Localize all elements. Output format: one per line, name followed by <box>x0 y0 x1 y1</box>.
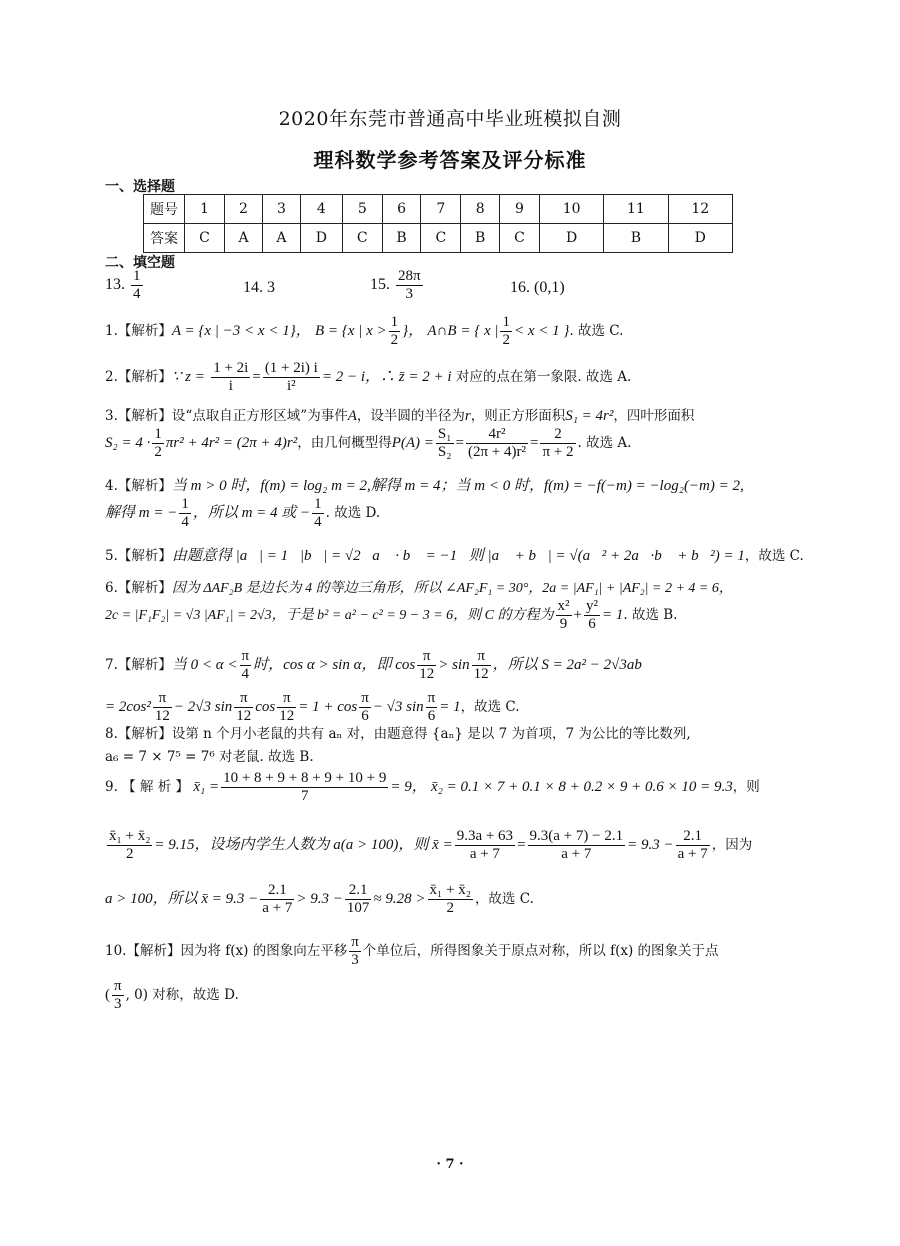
solution-6-tag: 6.【解析】 <box>105 580 172 596</box>
fraction-denominator: a + 7 <box>677 846 708 862</box>
fraction-denominator: 107 <box>346 900 370 916</box>
fraction-numerator: π <box>234 690 253 708</box>
fraction <box>500 314 512 349</box>
solution-1-set-a: A = {x | −3 < x < 1}， <box>171 323 311 339</box>
fraction-numerator: 1 <box>314 496 322 512</box>
fraction-denominator: (2π + 4)r² <box>467 444 526 460</box>
fraction-denominator: 12 <box>236 708 252 724</box>
solution-7-conclusion: ，故选 C. <box>460 699 520 715</box>
fill-answer-13 <box>105 268 145 303</box>
fraction-denominator: 4 <box>133 286 141 302</box>
solution-3-text: ，设半圆的半径为 <box>356 408 465 424</box>
fraction-denominator: 12 <box>473 666 489 682</box>
solution-1-set-b: B = {x | x > <box>315 323 387 339</box>
fraction-denominator: 2 <box>502 332 510 348</box>
fraction-denominator: i <box>228 378 233 394</box>
fraction-denominator: 7 <box>300 788 309 804</box>
solution-6-conclusion: . 故选 B. <box>623 607 678 623</box>
fraction-numerator: x² <box>557 598 570 614</box>
solution-8-line-1 <box>105 722 691 742</box>
answer-cell: C <box>421 224 461 253</box>
fraction-numerator: π <box>114 978 122 994</box>
answer-cell: A <box>263 224 301 253</box>
solution-6-expr-2: 2c = |F₁F₂| = √3 |AF₁| = 2√3，于是 b² = a² − c² = 9 − 3 = 6，则 C 的方程为 <box>105 608 554 623</box>
solution-10-tag: 10.【解析】 <box>105 943 181 959</box>
fraction <box>676 828 710 863</box>
fraction-denominator: 4 <box>241 666 250 682</box>
fraction-denominator: 3 <box>351 952 359 968</box>
plus-sign: + <box>573 607 582 623</box>
solution-4-tag: 4.【解析】 <box>105 478 172 494</box>
solution-9-text: ，则 <box>732 779 760 795</box>
solution-5-conclusion: ，故选 C. <box>744 548 804 564</box>
solution-1-tag: 1.【解析】 <box>105 323 172 339</box>
equation-equals: = 1 <box>601 607 624 623</box>
question-number-cell: 4 <box>300 195 342 224</box>
question-number-cell: 7 <box>421 195 461 224</box>
fraction <box>211 360 250 395</box>
solution-4-line-1 <box>105 474 744 495</box>
solution-10-line-1 <box>105 934 719 969</box>
fraction-numerator: 1 <box>502 314 510 330</box>
fraction <box>528 828 626 863</box>
question-number-cell: 9 <box>499 195 539 224</box>
fraction-numerator: 28π <box>398 268 421 284</box>
solution-10-point-open: ( <box>105 987 110 1003</box>
mean-1-value: = 9， <box>390 779 427 795</box>
fraction-numerator: 4r² <box>466 426 528 444</box>
fraction <box>312 496 324 531</box>
solution-9-line-3 <box>105 882 534 917</box>
fraction-numerator: 1 + 2i <box>213 360 249 376</box>
section-fill-label: 二、填空题 <box>105 255 175 271</box>
page-number: · 7 · <box>436 1157 464 1172</box>
fill-answer-15-number: 15. <box>370 276 390 294</box>
fraction-denominator: 12 <box>279 708 295 724</box>
solution-4-case-1: 当 m > 0 时，f(m) = log₂ m = 2, <box>171 478 371 494</box>
solution-5 <box>105 544 804 565</box>
solution-8-line-2: a₆ = 7 × 7⁵ = 7⁶ 对老鼠. 故选 B. <box>105 749 314 765</box>
fraction <box>455 828 515 863</box>
answer-cell: D <box>300 224 342 253</box>
solution-9-expr: ≈ 9.28 > <box>373 891 426 907</box>
fraction-numerator: π <box>417 648 436 666</box>
fraction-denominator: a + 7 <box>262 900 293 916</box>
fraction <box>234 690 253 725</box>
fraction <box>277 690 296 725</box>
solution-7-expr: − √3 sin <box>372 699 424 715</box>
solution-3-tag: 3.【解析】 <box>105 408 172 424</box>
solution-3-text: 设“点取自正方形区域”为事件 <box>171 408 348 424</box>
answer-table-row-answers <box>144 224 733 253</box>
fraction <box>153 690 172 725</box>
question-number-cell: 12 <box>668 195 732 224</box>
fraction-numerator: π <box>153 690 172 708</box>
fraction <box>359 690 371 725</box>
solution-5-expr: 由题意得 |a⃗| = 1，|b⃗| = √2，a⃗ · b⃗ = −1，则 |a⃗ + b⃗| = √(a⃗² + 2a⃗·b⃗ + b⃗²) = 1 <box>171 548 745 564</box>
solution-1-intersection: A∩B = { x | <box>427 323 499 339</box>
solution-2-z: ∵ z = <box>171 369 205 385</box>
fraction-numerator: π <box>427 690 436 706</box>
fraction-denominator: 3 <box>114 996 122 1012</box>
fraction <box>349 934 361 969</box>
question-number-cell: 5 <box>342 195 382 224</box>
fraction-denominator: 2 <box>446 900 454 916</box>
equals-sign: = <box>529 435 539 451</box>
answer-table-row-numbers <box>144 195 733 224</box>
solution-1-conclusion: . 故选 C. <box>569 323 624 339</box>
question-number-cell: 2 <box>225 195 263 224</box>
solution-1 <box>105 314 623 349</box>
fraction-denominator: 2 <box>154 444 162 460</box>
solution-8-text: 设第 n 个月小老鼠的共有 aₙ 对，由题意得 {aₙ} 是以 7 为首项，7 为公比的等比数列, <box>171 726 691 742</box>
fraction-denominator: 3 <box>405 286 414 302</box>
fraction-denominator: 12 <box>154 708 170 724</box>
clover-area: S₂ = 4 · <box>105 435 151 451</box>
mean-1: x̄₁ = <box>193 779 220 795</box>
document-subtitle: 理科数学参考答案及评分标准 <box>313 148 587 172</box>
fraction-denominator: 6 <box>588 616 596 632</box>
fraction <box>152 426 164 461</box>
fraction-numerator: 2.1 <box>260 882 294 900</box>
fraction-numerator: 1 <box>154 426 162 442</box>
fraction <box>436 426 454 461</box>
solution-9-line-2 <box>105 828 752 863</box>
fraction <box>540 426 575 461</box>
fraction-numerator: 1 <box>133 268 141 284</box>
question-number-cell: 8 <box>461 195 500 224</box>
fraction-numerator: π <box>472 648 491 666</box>
fraction-denominator: 6 <box>427 708 436 724</box>
solution-7-expr: = 1 + cos <box>298 699 358 715</box>
fraction-denominator: 4 <box>314 514 322 530</box>
fraction-numerator: S₁ <box>437 426 452 442</box>
fraction <box>417 648 436 683</box>
fill-answer-16: 16. (0,1) <box>510 279 565 296</box>
fraction-numerator: π <box>361 690 369 706</box>
solution-1-intersection-end: < x < 1 } <box>513 323 570 339</box>
answer-cell: B <box>604 224 668 253</box>
solution-9-line-1 <box>105 770 760 805</box>
fill-answer-15 <box>370 268 425 303</box>
fraction-numerator: 2 <box>540 426 575 444</box>
equals-sign: = <box>252 369 261 385</box>
fraction-numerator: 10 + 8 + 9 + 8 + 9 + 10 + 9 <box>223 770 387 786</box>
fraction <box>472 648 491 683</box>
answer-cell: A <box>225 224 263 253</box>
fraction-denominator: a + 7 <box>469 846 500 862</box>
fraction <box>584 598 600 633</box>
answer-table <box>143 194 733 253</box>
solution-3-text: ，由几何概型得 <box>297 435 392 451</box>
square-area: S₁ = 4r² <box>565 408 614 424</box>
solution-7-line-2 <box>105 690 520 725</box>
fraction <box>396 268 423 303</box>
fraction-numerator: π <box>351 934 359 950</box>
answer-cell: B <box>461 224 500 253</box>
solution-4-case-2: 解得 m = 4；当 m < 0 时， <box>370 478 544 494</box>
solution-7-text: 时，cos α > sin α，即 cos <box>253 657 416 673</box>
solution-9-text: ，因为 <box>711 837 753 853</box>
solution-8-tag: 8.【解析】 <box>105 726 172 742</box>
fraction-denominator: 9 <box>559 616 568 632</box>
fraction-numerator: 2.1 <box>676 828 710 846</box>
solution-9-expr: > 9.3 − <box>296 891 343 907</box>
answer-cell: C <box>185 224 225 253</box>
question-number-cell: 11 <box>604 195 668 224</box>
solution-7-expr: − 2√3 sin <box>173 699 233 715</box>
event-a: A <box>347 408 357 424</box>
solution-4-line-2 <box>105 496 380 531</box>
fraction <box>179 496 191 531</box>
solution-10-text: 因为将 f(x) 的图象向左平移 <box>180 943 348 959</box>
equals-sign: = <box>517 837 526 853</box>
question-number-cell: 3 <box>263 195 301 224</box>
solution-7-tag: 7.【解析】 <box>105 657 172 673</box>
answer-cell: B <box>382 224 421 253</box>
fraction-numerator: x̄₁ + x̄₂ <box>109 828 151 844</box>
answer-cell: C <box>342 224 382 253</box>
solution-4-solve: 解得 m = − <box>105 505 178 521</box>
fraction-numerator: 2.1 <box>345 882 372 900</box>
answer-table-header-number: 题号 <box>144 195 185 224</box>
fraction-numerator: π <box>277 690 296 708</box>
solution-4-result: ，所以 m = 4 或 − <box>192 505 311 521</box>
solution-10-line-2 <box>105 978 239 1013</box>
fraction <box>389 314 401 349</box>
answer-cell: D <box>668 224 732 253</box>
section-choice-label: 一、选择题 <box>105 179 175 195</box>
solution-7-expr: cos <box>255 699 276 715</box>
fraction-denominator: 6 <box>361 708 369 724</box>
equals-sign: = <box>455 435 464 451</box>
solution-2-result: = 2 − i，∴ z̄ = 2 + i <box>321 369 452 385</box>
solution-3-text: ，则正方形面积 <box>470 408 566 424</box>
fraction <box>112 978 124 1013</box>
fraction-numerator: x̄₁ + x̄₂ <box>429 882 471 898</box>
solution-7-expr: = 2cos² <box>105 699 151 715</box>
solution-7-cond: 当 0 < α < <box>171 657 238 673</box>
solution-6-line-2 <box>105 598 677 633</box>
fraction-denominator: i² <box>287 378 296 394</box>
fraction <box>428 882 473 917</box>
fraction-numerator: 1 <box>390 314 399 330</box>
solution-9-expr: a > 100，所以 x̄ = 9.3 − <box>105 891 259 907</box>
fraction-denominator: S₂ <box>437 444 452 460</box>
solution-2 <box>105 360 631 395</box>
fill-answer-14: 14. 3 <box>243 279 275 296</box>
fraction-denominator: 12 <box>419 666 435 682</box>
solution-6-expr: 因为 ΔAF₂B 是边长为 4 的等边三角形，所以 ∠AF₂F₁ = 30°，2a = |AF₁| + |AF₂| = 2 + 4 = 6， <box>171 581 733 596</box>
solution-6-line-1 <box>105 576 733 597</box>
solution-9-conclusion: ，故选 C. <box>474 891 534 907</box>
fraction <box>107 828 152 863</box>
solution-3-text: ，四叶形面积 <box>613 408 695 424</box>
fraction <box>221 770 388 805</box>
mean-2: x̄₂ = 0.1 × 7 + 0.1 × 8 + 0.2 × 9 + 0.6 × 10 = 9.3 <box>431 779 733 795</box>
fraction <box>556 598 572 633</box>
fraction-denominator: π + 2 <box>542 444 574 460</box>
solution-7-text: > sin <box>438 657 470 673</box>
solution-10-text: 个单位后，所得图象关于原点对称，所以 f(x) 的图象关于点 <box>362 943 719 959</box>
fraction-numerator: y² <box>585 598 598 614</box>
clover-area-expr: πr² + 4r² = (2π + 4)r² <box>165 435 298 451</box>
solution-2-conclusion: 对应的点在第一象限. 故选 A. <box>455 369 632 385</box>
answer-table-header-answer: 答案 <box>144 224 185 253</box>
solution-10-conclusion: , 0) 对称，故选 D. <box>125 987 239 1003</box>
solution-9-tag: 9. 【 解 析 】 <box>105 779 190 795</box>
solution-2-tag: 2.【解析】 <box>105 369 172 385</box>
fraction <box>426 690 438 725</box>
fraction <box>345 882 372 917</box>
answer-cell: D <box>539 224 603 253</box>
answer-cell: C <box>499 224 539 253</box>
fraction-denominator: 2 <box>390 332 399 348</box>
solution-3-line-1 <box>105 404 694 425</box>
solution-4-case-2-expr: f(m) = −f(−m) = −log₂(−m) = 2, <box>543 478 744 494</box>
solution-3-line-2 <box>105 426 631 461</box>
fraction <box>260 882 294 917</box>
solution-7-line-1 <box>105 648 642 683</box>
fraction-numerator: 9.3(a + 7) − 2.1 <box>529 828 624 844</box>
fraction-denominator: a + 7 <box>561 846 592 862</box>
solution-7-text: ，所以 S = 2a² − 2√3ab <box>492 657 642 673</box>
fraction-numerator: 1 <box>181 496 189 512</box>
solution-9-expr: = 9.3 − <box>627 837 674 853</box>
fraction <box>263 360 320 395</box>
question-number-cell: 10 <box>539 195 603 224</box>
solution-1-set-b-close: }， <box>402 323 424 339</box>
solution-5-tag: 5.【解析】 <box>105 548 172 564</box>
fill-answer-13-number: 13. <box>105 276 125 294</box>
question-number-cell: 6 <box>382 195 421 224</box>
fraction-denominator: 2 <box>125 846 134 862</box>
solution-4-conclusion: . 故选 D. <box>325 505 381 521</box>
solution-9-expr: = 9.15，设场内学生人数为 a(a > 100)，则 x̄ = <box>154 837 453 853</box>
fraction-denominator: 4 <box>181 514 189 530</box>
probability-expr: P(A) = <box>391 435 434 451</box>
fraction <box>131 268 143 303</box>
fraction <box>466 426 528 461</box>
fraction <box>240 648 252 683</box>
fraction-numerator: (1 + 2i) i <box>264 360 318 376</box>
solution-3-conclusion: . 故选 A. <box>577 435 632 451</box>
radius-r: r <box>464 408 471 424</box>
solution-7-expr: = 1 <box>439 699 461 715</box>
fraction-numerator: π <box>241 648 250 664</box>
fraction-numerator: 9.3a + 63 <box>456 828 514 844</box>
question-number-cell: 1 <box>185 195 225 224</box>
document-title: 2020年东莞市普通高中毕业班模拟自测 <box>278 108 622 130</box>
